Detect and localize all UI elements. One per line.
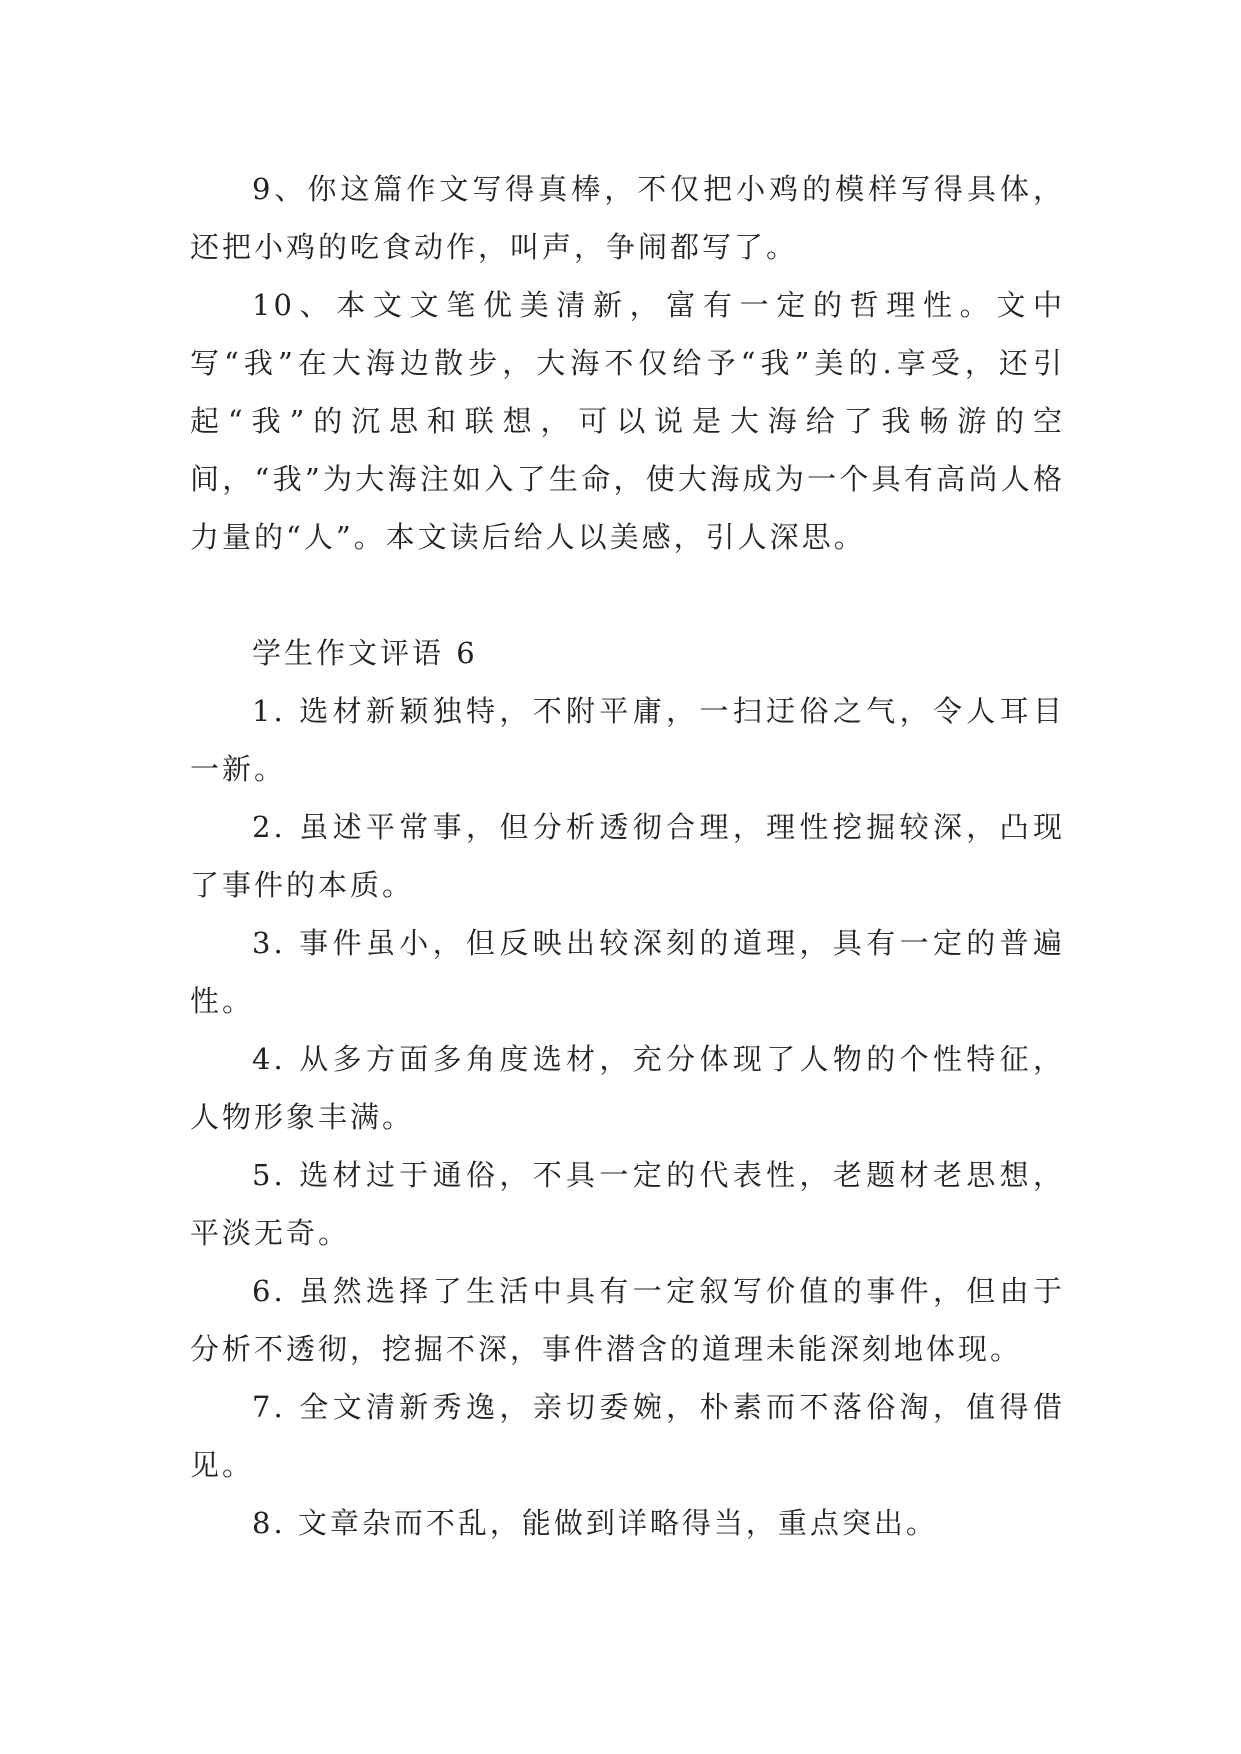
list-item: 3. 事件虽小，但反映出较深刻的道理，具有一定的普遍性。 [190,926,1065,1018]
paragraph: 10、本文文笔优美清新，富有一定的哲理性。文中写“我”在大海边散步，大海不仅给予“我”美的.享受，还引起“我”的沉思和联想，可以说是大海给了我畅游的空间，“我”为大海注如入了生命，使大海成为一个具有高尚人格力量的“人”。本文读后给人以美感，引人深思。 [190,288,1065,554]
list-item: 5. 选材过于通俗，不具一定的代表性，老题材老思想，平淡无奇。 [190,1158,1065,1250]
list-item: 7. 全文清新秀逸，亲切委婉，朴素而不落俗淘，值得借见。 [190,1390,1065,1482]
list-item: 1. 选材新颖独特，不附平庸，一扫迂俗之气，令人耳目一新。 [190,694,1065,786]
list-item: 6. 虽然选择了生活中具有一定叙写价值的事件，但由于分析不透彻，挖掘不深，事件潜含的道理未能深刻地体现。 [190,1274,1065,1366]
list-item: 2. 虽述平常事，但分析透彻合理，理性挖掘较深，凸现了事件的本质。 [190,810,1065,902]
paragraph: 9、你这篇作文写得真棒，不仅把小鸡的模样写得具体，还把小鸡的吃食动作，叫声，争闹都写了。 [190,172,1065,264]
list-item: 4. 从多方面多角度选材，充分体现了人物的个性特征，人物形象丰满。 [190,1042,1065,1134]
list-item: 8. 文章杂而不乱，能做到详略得当，重点突出。 [252,1506,938,1540]
section-heading: 学生作文评语 6 [252,636,478,670]
document-page [190,160,1065,1552]
